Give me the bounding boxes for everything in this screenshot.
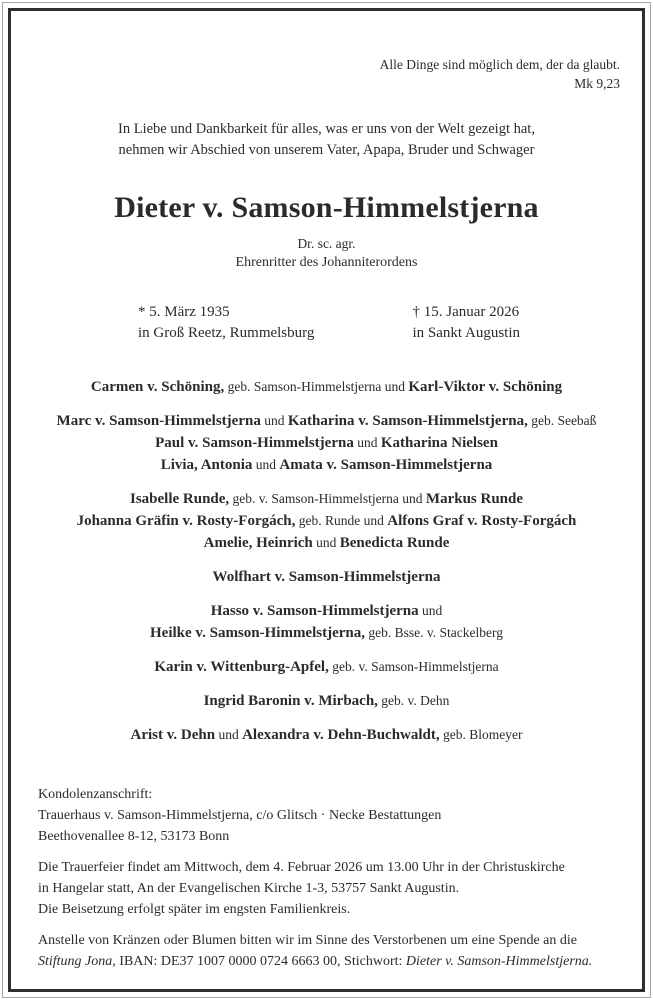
death-info: [412, 302, 520, 344]
birth-info: [138, 302, 314, 344]
service-line: Die Beisetzung erfolgt später im engsten Familienkreis.: [38, 902, 351, 917]
text-segment: Karl-Viktor v. Schöning: [408, 379, 563, 395]
text-segment: und: [252, 457, 280, 472]
text-segment: Hasso v. Samson-Himmelstjerna: [210, 603, 419, 619]
mourner-group: [11, 488, 642, 554]
mourner-line: [11, 600, 642, 622]
text-segment: Livia, Antonia: [160, 457, 253, 473]
text-segment: Karin v. Wittenburg-Apfel,: [154, 659, 329, 675]
mourner-line: [11, 510, 642, 532]
text-segment: Isabelle Runde,: [129, 491, 230, 507]
text-segment: Wolfhart v. Samson-Himmelstjerna: [212, 569, 441, 585]
quote-text: Alle Dinge sind möglich dem, der da glaubt.: [379, 57, 620, 72]
mourners-list: [11, 376, 642, 746]
intro-line: nehmen wir Abschied von unserem Vater, Apapa, Bruder und Schwager: [118, 142, 535, 158]
text-segment: Paul v. Samson-Himmelstjerna: [155, 435, 354, 451]
mourner-line: [11, 656, 642, 678]
footer-info: [11, 784, 642, 972]
death-place: in Sankt Augustin: [412, 325, 520, 341]
mourner-group: [11, 376, 642, 398]
text-segment: IBAN: DE37 1007 0000 0724 6663 00, Stichwort:: [115, 954, 406, 969]
text-segment: Marc v. Samson-Himmelstjerna: [56, 413, 261, 429]
text-segment: Dieter v. Samson-Himmelstjerna.: [405, 954, 593, 969]
mourner-group: [11, 410, 642, 476]
text-segment: Stiftung Jona,: [38, 954, 116, 969]
text-segment: geb. Blomeyer: [439, 727, 523, 742]
intro-paragraph: [11, 119, 642, 161]
text-segment: Alexandra v. Dehn-Buchwaldt,: [242, 727, 440, 743]
mourner-group: [11, 724, 642, 746]
text-segment: Alfons Graf v. Rosty-Forgách: [387, 513, 577, 529]
text-segment: geb. v. Samson-Himmelstjerna und: [229, 491, 426, 506]
mourner-line: [11, 432, 642, 454]
service-details: [38, 857, 622, 920]
text-segment: geb. v. Samson-Himmelstjerna: [328, 659, 499, 674]
birth-date: * 5. März 1935: [138, 304, 230, 320]
text-segment: Arist v. Dehn: [130, 727, 216, 743]
death-date: † 15. Januar 2026: [412, 304, 520, 320]
text-segment: und: [353, 435, 381, 450]
text-segment: geb. Samson-Himmelstjerna und: [224, 379, 409, 394]
deceased-honor-title: Ehrenritter des Johanniterordens: [235, 255, 418, 270]
text-segment: Amata v. Samson-Himmelstjerna: [279, 457, 493, 473]
text-segment: Benedicta Runde: [339, 535, 450, 551]
text-segment: geb. Bsse. v. Stackelberg: [365, 625, 503, 640]
text-segment: und: [215, 727, 243, 742]
mourner-line: [11, 410, 642, 432]
text-segment: Katharina v. Samson-Himmelstjerna,: [287, 413, 528, 429]
text-segment: geb. Runde und: [295, 513, 388, 528]
condolence-line: Beethovenallee 8-12, 53173 Bonn: [38, 829, 230, 844]
mourner-group: [11, 566, 642, 588]
text-segment: geb. v. Dehn: [377, 693, 450, 708]
text-segment: und: [312, 535, 340, 550]
mourner-line: [11, 690, 642, 712]
mourner-group: [11, 600, 642, 644]
mourner-group: [11, 656, 642, 678]
scripture-quote: [11, 55, 642, 93]
text-segment: Carmen v. Schöning,: [90, 379, 225, 395]
condolence-address: [38, 784, 622, 847]
mourner-line: [11, 622, 642, 644]
text-segment: Amelie, Heinrich: [203, 535, 313, 551]
mourner-line: [11, 488, 642, 510]
text-segment: Johanna Gräfin v. Rosty-Forgách,: [76, 513, 296, 529]
mourner-line: [11, 376, 642, 398]
mourner-line: [11, 724, 642, 746]
mourner-group: [11, 690, 642, 712]
service-line: Die Trauerfeier findet am Mittwoch, dem 4. Februar 2026 um 13.00 Uhr in der Christuskirche: [38, 860, 565, 875]
text-segment: Katharina Nielsen: [380, 435, 498, 451]
condolence-line: Trauerhaus v. Samson-Himmelstjerna, c/o Glitsch · Necke Bestattungen: [38, 808, 442, 823]
condolence-label: Kondolenzanschrift:: [38, 787, 153, 802]
text-segment: Heilke v. Samson-Himmelstjerna,: [150, 625, 365, 641]
text-segment: und: [418, 603, 443, 618]
text-segment: Markus Runde: [425, 491, 524, 507]
deceased-name: Dieter v. Samson-Himmelstjerna: [114, 191, 539, 224]
birth-place: in Groß Reetz, Rummelsburg: [138, 325, 315, 341]
quote-source: Mk 9,23: [574, 76, 620, 91]
mourner-line: [11, 566, 642, 588]
text-segment: und: [260, 413, 288, 428]
mourner-line: [11, 532, 642, 554]
deceased-academic-title: Dr. sc. agr.: [297, 236, 356, 251]
donation-request: [38, 930, 622, 972]
mourner-line: [11, 454, 642, 476]
life-dates: [11, 302, 642, 344]
text-segment: Anstelle von Kränzen oder Blumen bitten wir im Sinne des Verstorbenen um eine Spende an die: [38, 933, 577, 948]
service-line: in Hangelar statt, An der Evangelischen Kirche 1-3, 53757 Sankt Augustin.: [38, 881, 460, 896]
text-segment: Ingrid Baronin v. Mirbach,: [203, 693, 378, 709]
text-segment: geb. Seebaß: [527, 413, 597, 428]
obituary-content: [11, 11, 642, 989]
intro-line: In Liebe und Dankbarkeit für alles, was er uns von der Welt gezeigt hat,: [118, 121, 535, 137]
